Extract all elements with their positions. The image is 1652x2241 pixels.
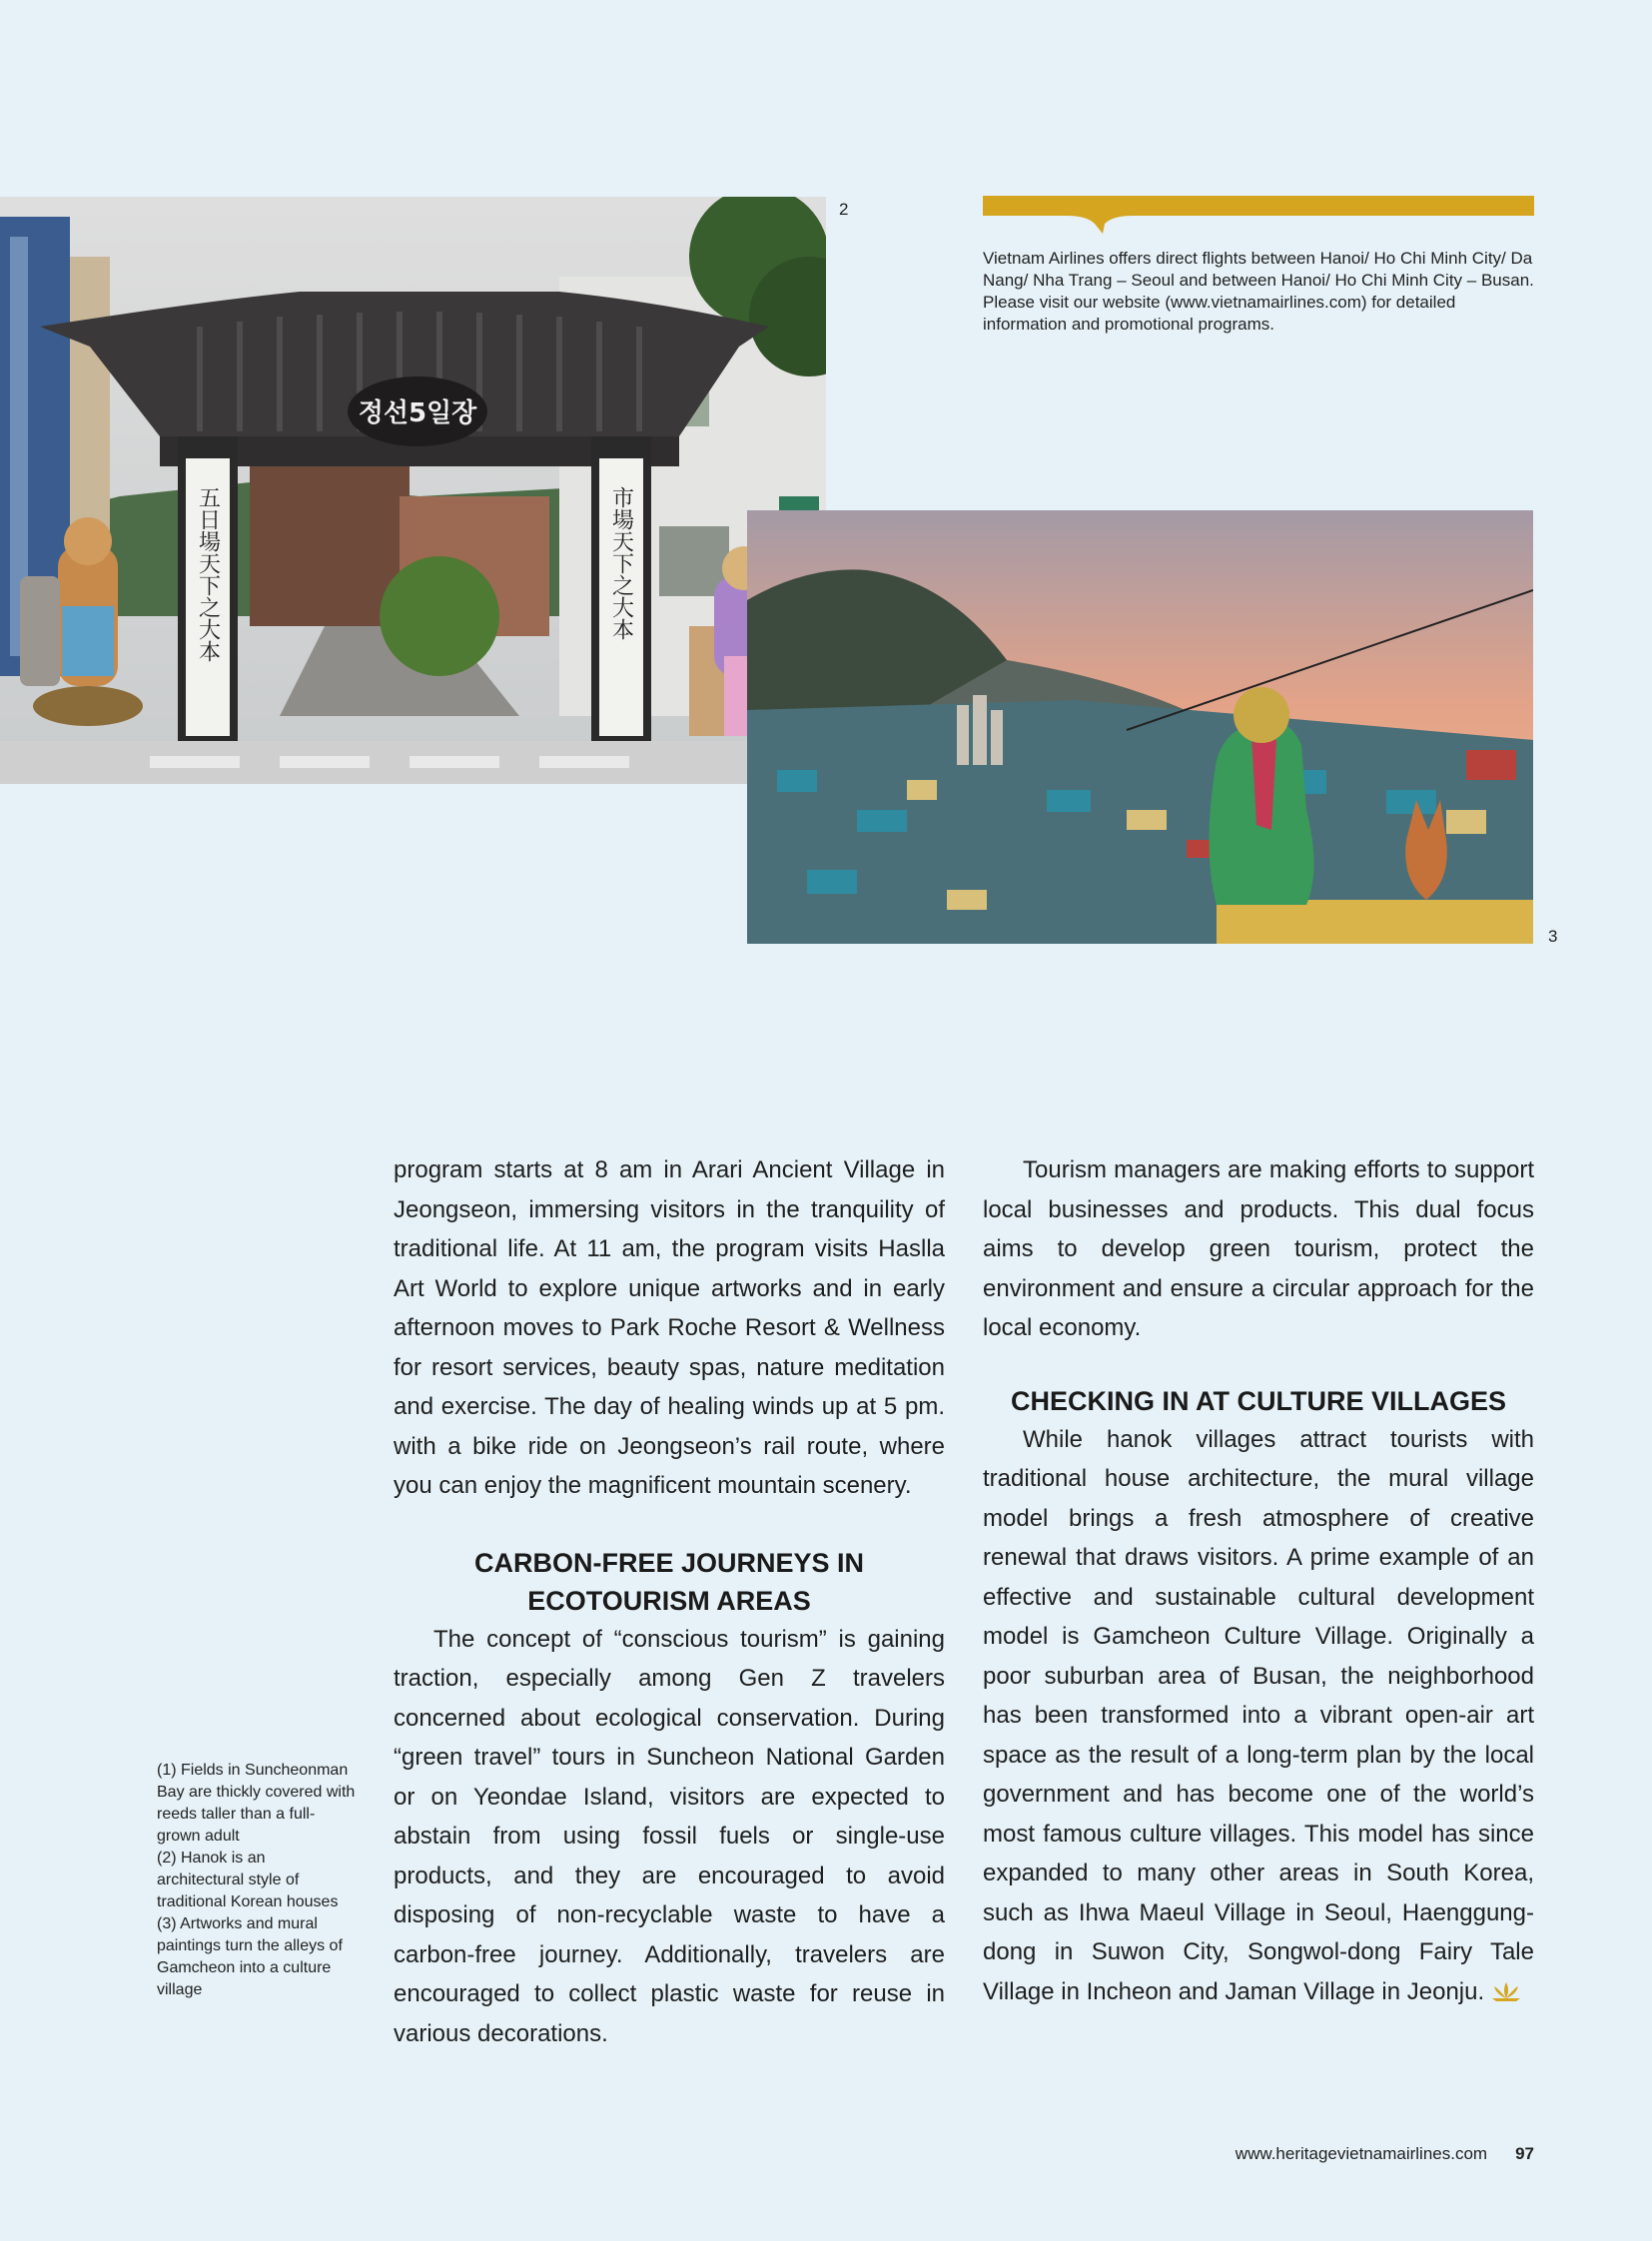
photo-gamcheon-village: [747, 510, 1533, 944]
article-paragraph: The concept of “conscious tourism” is gaining traction, especially among Gen Z travelers concerned about ecological conservation. During “green travel” tours in Suncheon National Garden or on Yeondae Island, visitors are expected to abstain from using fossil fuels or single-use products, and they are encouraged to avoid disposing of non-recyclable waste to have a carbon-free journey. Additionally, travelers are encouraged to collect plastic waste for reuse in various decorations.: [394, 1625, 945, 2047]
section-heading-carbon-free: [394, 1544, 945, 1620]
article-right-column: [983, 1150, 1534, 2011]
gate-left-pillar-text: 五日場天下之大本: [195, 486, 221, 662]
footer-url: www.heritagevietnamairlines.com: [1235, 2144, 1488, 2163]
gate-badge-text: 정선5일장: [358, 398, 477, 428]
gate-right-pillar-text: 市場天下之大本: [608, 486, 634, 640]
photo-2-number: 2: [839, 200, 849, 219]
page-number: 97: [1515, 2144, 1534, 2163]
article-paragraph-with-end-mark: [983, 1420, 1534, 2012]
photo-captions: [157, 1760, 357, 2001]
caption-1: (1) Fields in Suncheonman Bay are thickly covered with reeds taller than a full-grown adult: [157, 1762, 356, 1845]
article-left-column: [394, 1150, 945, 2053]
article-paragraph-text: While hanok villages attract tourists with traditional house architecture, the mural village model brings a fresh atmosphere of creative renewal that draws visitors. A prime example of an effective and sustainable cultural development model is Gamcheon Culture Village. Originally a poor suburban area of Busan, the neighborhood has been transformed into a vibrant open-air art space as the result of a long-term plan by the local government and has become one of the world’s most famous culture villages. This model has since expanded to many other areas in South Korea, such as Ihwa Maeul Village in Seoul, Haenggung-dong in Suwon City, Songwol-dong Fairy Tale Village in Incheon and Jaman Village in Jeonju.: [983, 1425, 1534, 2005]
photo-market-gate: [0, 197, 826, 784]
article-paragraph: program starts at 8 am in Arari Ancient Village in Jeongseon, immersing visitors in the tranquility of traditional life. At 11 am, the program visits Haslla Art World to explore unique artworks and in early afternoon moves to Park Roche Resort & Wellness for resort services, beauty spas, nature meditation and exercise. The day of healing winds up at 5 pm. with a bike ride on Jeongseon’s rail route, where you can enjoy the magnificent mountain scenery.: [394, 1156, 945, 1499]
heading-line: CARBON-FREE JOURNEYS IN: [473, 1547, 865, 1578]
heading-line: ECOTOURISM AREAS: [527, 1585, 811, 1616]
section-heading-culture-villages: CHECKING IN AT CULTURE VILLAGES: [1011, 1385, 1506, 1416]
flight-info-banner: [983, 196, 1534, 240]
caption-2: (2) Hanok is an architectural style of traditional Korean houses: [157, 1850, 339, 1910]
caption-3: (3) Artworks and mural paintings turn the alleys of Gamcheon into a culture village: [157, 1915, 343, 1998]
flight-info-text: Vietnam Airlines offers direct flights between Hanoi/ Ho Chi Minh City/ Da Nang/ Nha Trang – Seoul and between Hanoi/ Ho Chi Minh City – Busan. Please visit our website (www.vietnamairlines.com) for detailed information and promotional programs.: [983, 249, 1534, 334]
lotus-end-mark-icon: [1490, 1980, 1522, 2002]
article-paragraph: Tourism managers are making efforts to support local businesses and products. This dual focus aims to develop green tourism, protect the environment and ensure a circular approach for the local economy.: [983, 1156, 1534, 1341]
page-footer: [1059, 2144, 1534, 2164]
photo-3-number: 3: [1548, 927, 1558, 946]
